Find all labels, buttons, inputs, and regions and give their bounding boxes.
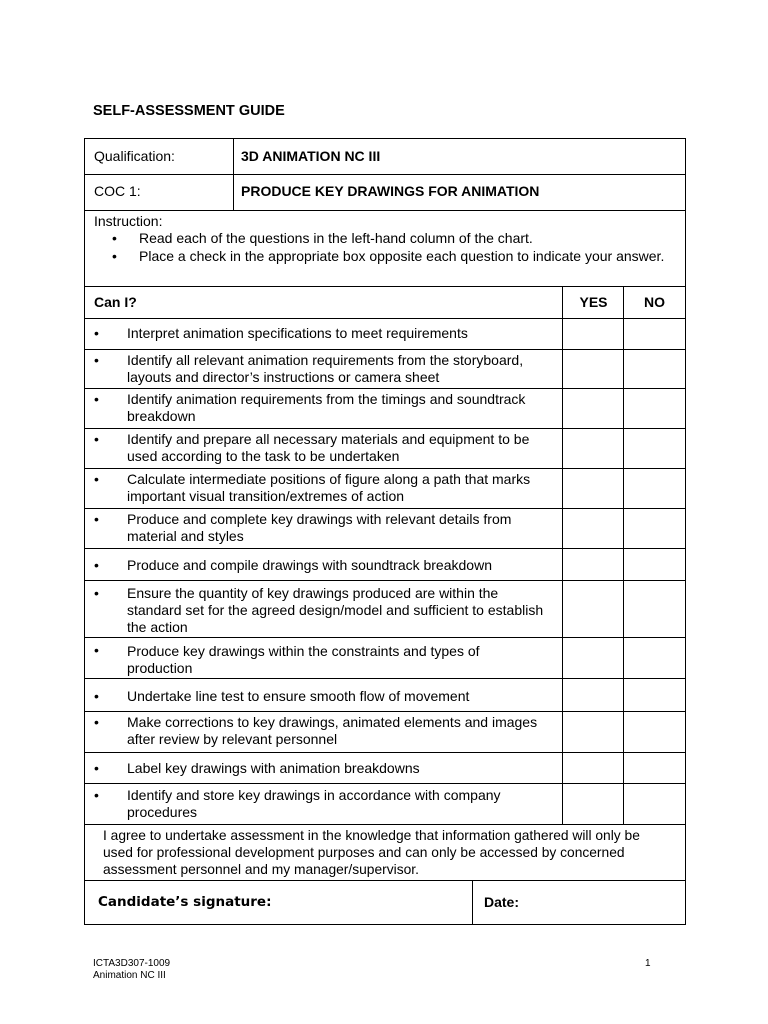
row-bullet: • bbox=[94, 585, 99, 601]
row-bullet: • bbox=[94, 471, 99, 487]
no-checkbox[interactable] bbox=[623, 678, 686, 712]
no-checkbox[interactable] bbox=[623, 388, 686, 429]
table-row bbox=[84, 711, 563, 753]
no-checkbox[interactable] bbox=[623, 508, 686, 549]
no-checkbox[interactable] bbox=[623, 752, 686, 784]
no-checkbox[interactable] bbox=[623, 637, 686, 679]
date-cell bbox=[472, 880, 686, 925]
table-row bbox=[84, 318, 563, 350]
row-bullet: • bbox=[94, 352, 99, 368]
yes-checkbox[interactable] bbox=[562, 349, 624, 389]
yes-checkbox[interactable] bbox=[562, 428, 624, 469]
yes-checkbox[interactable] bbox=[562, 318, 624, 350]
row-bullet: • bbox=[94, 642, 99, 658]
row-bullet: • bbox=[94, 431, 99, 447]
qualification-label-cell bbox=[84, 138, 234, 175]
page-title: SELF-ASSESSMENT GUIDE bbox=[93, 103, 285, 119]
no-checkbox[interactable] bbox=[623, 349, 686, 389]
yes-checkbox[interactable] bbox=[562, 580, 624, 638]
signature-cell bbox=[84, 880, 473, 925]
page-number: 1 bbox=[645, 958, 651, 969]
no-checkbox[interactable] bbox=[623, 711, 686, 753]
yes-checkbox[interactable] bbox=[562, 468, 624, 509]
row-bullet: • bbox=[94, 511, 99, 527]
question-text: Identify and prepare all necessary materials and equipment to be used according to the task to be undertaken bbox=[127, 431, 530, 464]
yes-header-cell bbox=[562, 286, 624, 319]
yes-header: YES bbox=[579, 294, 608, 310]
no-checkbox[interactable] bbox=[623, 580, 686, 638]
no-checkbox[interactable] bbox=[623, 783, 686, 825]
qualification-value-cell bbox=[233, 138, 686, 175]
question-text: Calculate intermediate positions of figure along a path that marks important visual transition/extremes of action bbox=[127, 471, 531, 504]
question-text: Ensure the quantity of key drawings produced are within the standard set for the agreed design/model and sufficient to establish the action bbox=[127, 585, 544, 635]
instruction-bullet: • bbox=[112, 230, 117, 246]
instruction-heading: Instruction: bbox=[94, 213, 163, 229]
no-header-cell bbox=[623, 286, 686, 319]
qualification-label: Qualification: bbox=[94, 148, 175, 164]
row-bullet: • bbox=[94, 688, 99, 704]
yes-checkbox[interactable] bbox=[562, 508, 624, 549]
yes-checkbox[interactable] bbox=[562, 678, 624, 712]
date-label: Date: bbox=[484, 894, 520, 910]
question-text: Interpret animation specifications to meet requirements bbox=[127, 325, 468, 341]
instruction-cell bbox=[84, 210, 686, 287]
table-row bbox=[84, 349, 563, 389]
coc-label: COC 1: bbox=[94, 183, 141, 199]
question-header-cell bbox=[84, 286, 563, 319]
qualification-value: 3D ANIMATION NC III bbox=[241, 148, 381, 164]
table-row bbox=[84, 580, 563, 638]
agreement-text: I agree to undertake assessment in the knowledge that information gathered will only be used for professional development purposes and can only be accessed by concerned assessment personnel and my manager/supervisor. bbox=[103, 828, 640, 877]
no-checkbox[interactable] bbox=[623, 428, 686, 469]
question-text: Label key drawings with animation breakdowns bbox=[127, 760, 420, 776]
question-text: Produce and compile drawings with soundtrack breakdown bbox=[127, 557, 492, 573]
instruction-item: Read each of the questions in the left-hand column of the chart. bbox=[139, 230, 533, 246]
row-bullet: • bbox=[94, 391, 99, 407]
footer-code: ICTA3D307-1009 bbox=[93, 958, 171, 969]
question-text: Make corrections to key drawings, animated elements and images after review by relevant personnel bbox=[127, 714, 538, 747]
table-row bbox=[84, 783, 563, 825]
row-bullet: • bbox=[94, 760, 99, 776]
question-text: Identify and store key drawings in accordance with company procedures bbox=[127, 787, 501, 820]
no-checkbox[interactable] bbox=[623, 318, 686, 350]
question-text: Produce key drawings within the constraints and types of production bbox=[127, 643, 480, 676]
question-text: Produce and complete key drawings with relevant details from material and styles bbox=[127, 511, 512, 544]
row-bullet: • bbox=[94, 787, 99, 803]
instruction-bullet: • bbox=[112, 248, 117, 264]
yes-checkbox[interactable] bbox=[562, 637, 624, 679]
agreement-cell bbox=[84, 824, 686, 881]
table-row bbox=[84, 678, 563, 712]
table-row bbox=[84, 468, 563, 509]
coc-value-cell bbox=[233, 174, 686, 211]
table-row bbox=[84, 548, 563, 581]
row-bullet: • bbox=[94, 714, 99, 730]
question-text: Identify animation requirements from the timings and soundtrack breakdown bbox=[127, 391, 526, 424]
no-header: NO bbox=[644, 294, 665, 310]
assessment-table bbox=[85, 138, 686, 924]
coc-label-cell bbox=[84, 174, 234, 211]
table-row bbox=[84, 428, 563, 469]
footer-program: Animation NC III bbox=[93, 970, 166, 981]
table-row bbox=[84, 388, 563, 429]
table-row bbox=[84, 637, 563, 679]
yes-checkbox[interactable] bbox=[562, 752, 624, 784]
question-header: Can I? bbox=[94, 294, 137, 310]
question-text: Undertake line test to ensure smooth flow of movement bbox=[127, 688, 470, 704]
row-bullet: • bbox=[94, 557, 99, 573]
table-row bbox=[84, 752, 563, 784]
signature-label: Candidate’s signature: bbox=[98, 894, 272, 910]
yes-checkbox[interactable] bbox=[562, 783, 624, 825]
coc-value: PRODUCE KEY DRAWINGS FOR ANIMATION bbox=[241, 183, 540, 199]
instruction-item: Place a check in the appropriate box opposite each question to indicate your answer. bbox=[139, 248, 665, 264]
yes-checkbox[interactable] bbox=[562, 388, 624, 429]
row-bullet: • bbox=[94, 325, 99, 341]
question-text: Identify all relevant animation requirements from the storyboard, layouts and director’s instructions or camera sheet bbox=[127, 352, 524, 385]
no-checkbox[interactable] bbox=[623, 548, 686, 581]
yes-checkbox[interactable] bbox=[562, 711, 624, 753]
no-checkbox[interactable] bbox=[623, 468, 686, 509]
table-row bbox=[84, 508, 563, 549]
yes-checkbox[interactable] bbox=[562, 548, 624, 581]
